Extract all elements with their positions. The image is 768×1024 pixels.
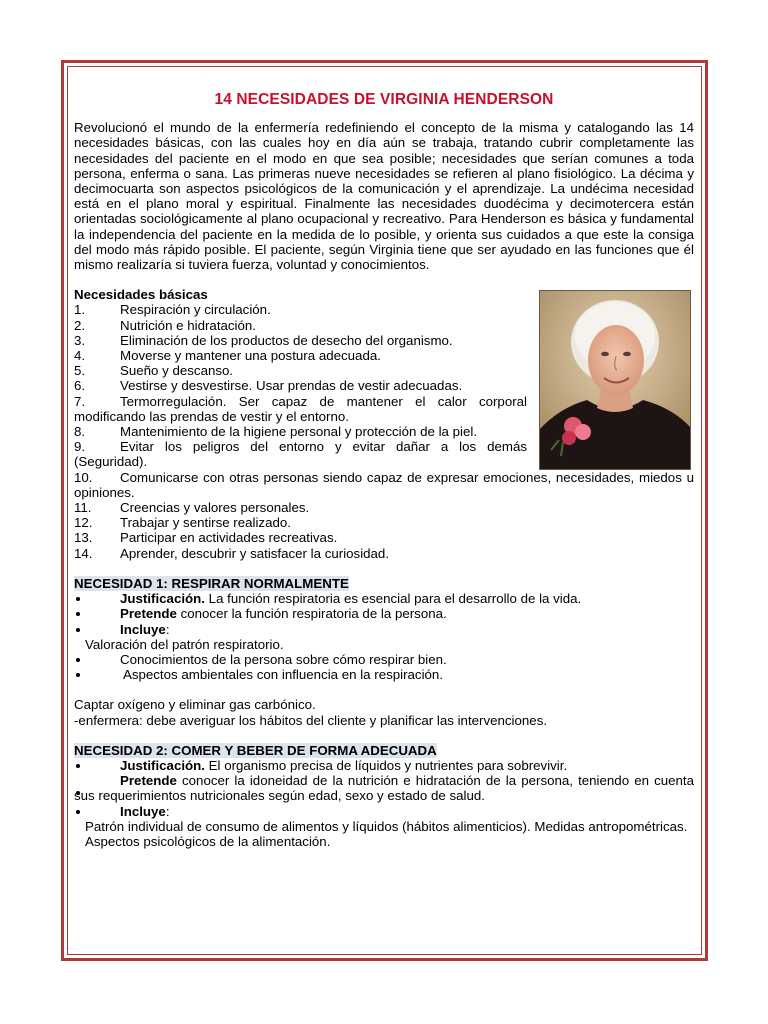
list-item: 14. Aprender, descubrir y satisfacer la curiosidad.	[74, 545, 390, 561]
intro-paragraph: Revolucionó el mundo de la enfermería redefiniendo el concepto de la misma y catalogando las 14 necesidades básicas, con las cuales hoy en día aún se trabaja, tratando cubrir completamente las necesidades del paciente en el modo en que sea posible; necesidades que serían comunes a toda persona, enferma o sana. Las primeras nueve necesidades se refieren al plano fisiológico. La décima y decimocuarta son aspectos psicológicos de la comunicación y el aprendizaje. La undécima necesidad está en el plano moral y espiritual. Finalmente las necesidades duodécima y decimotercera están orientadas sociológicamente al plano ocupacional y recreativo. Para Henderson es básica y fundamental la independencia del paciente en la medida de lo posible, y orienta sus cuidados a que este la consiga del modo más rápido posible. El paciente, según Virginia tiene que ser ayudado en las funciones que él mismo realizaría si tuviera fuerza, voluntad y conocimientos.	[74, 120, 694, 273]
need2-psicologicos: Aspectos psicológicos de la alimentación.	[85, 833, 331, 849]
list-item: Justificación. El organismo precisa de líquidos y nutrientes para sobrevivir.	[74, 758, 694, 773]
list-item: Incluye:	[74, 622, 694, 637]
list-item: 12. Trabajar y sentirse realizado.	[74, 515, 291, 531]
list-item: Pretende conocer la idoneidad de la nutrición e hidratación de la persona, teniendo en cuenta sus requerimientos nutricionales según edad, sexo y estado de salud.	[74, 773, 694, 804]
list-item: 11. Creencias y valores personales.	[74, 500, 310, 516]
basic-needs-heading: Necesidades básicas	[74, 287, 208, 303]
list-item: 1. Respiración y circulación.	[74, 302, 271, 318]
need2-patron: Patrón individual de consumo de alimentos y líquidos (hábitos alimenticios). Medidas antropométricas.	[85, 818, 688, 834]
need1-valoracion: Valoración del patrón respiratorio.	[85, 636, 284, 652]
list-item: 4. Moverse y mantener una postura adecuada.	[74, 348, 381, 364]
bullet-icon	[74, 606, 120, 621]
document-body	[74, 92, 694, 849]
bullet-icon	[74, 667, 120, 682]
need1-captar: Captar oxígeno y eliminar gas carbónico.	[74, 697, 316, 713]
list-item: Aspectos ambientales con influencia en la respiración.	[74, 667, 694, 682]
list-item: 5. Sueño y descanso.	[74, 363, 234, 379]
basic-needs-list	[74, 302, 694, 560]
list-item: 7. Termorregulación. Ser capaz de mantener el calor corporal modificando las prendas de vestir y el entorno.	[74, 393, 527, 424]
list-item: 8. Mantenimiento de la higiene personal y protección de la piel.	[74, 424, 478, 440]
bullet-icon	[74, 622, 120, 637]
need1-sublist	[74, 652, 694, 682]
bullet-icon	[74, 804, 120, 819]
document-title: 14 NECESIDADES DE VIRGINIA HENDERSON	[214, 91, 554, 108]
list-item: 3. Eliminación de los productos de desecho del organismo.	[74, 332, 453, 348]
bullet-icon	[74, 591, 120, 606]
list-item: Incluye:	[74, 804, 694, 819]
need2-heading: NECESIDAD 2: COMER Y BEBER DE FORMA ADECUADA	[74, 742, 437, 758]
list-item: Pretende conocer la función respiratoria de la persona.	[74, 606, 694, 621]
need1-list	[74, 591, 694, 637]
list-item: Justificación. La función respiratoria es esencial para el desarrollo de la vida.	[74, 591, 694, 606]
list-item: 2. Nutrición e hidratación.	[74, 317, 256, 333]
list-item: 9. Evitar los peligros del entorno y evitar dañar a los demás (Seguridad).	[74, 439, 527, 470]
need1-heading: NECESIDAD 1: RESPIRAR NORMALMENTE	[74, 575, 349, 591]
list-item: 13. Participar en actividades recreativas.	[74, 530, 338, 546]
bullet-icon	[74, 758, 120, 773]
bullet-icon	[74, 652, 120, 667]
list-item: Conocimientos de la persona sobre cómo respirar bien.	[74, 652, 694, 667]
need1-enfermera: -enfermera: debe averiguar los hábitos del cliente y planificar las intervenciones.	[74, 712, 548, 728]
list-item: 6. Vestirse y desvestirse. Usar prendas de vestir adecuadas.	[74, 378, 463, 394]
list-item: 10. Comunicarse con otras personas siendo capaz de expresar emociones, necesidades, miedos u opiniones.	[74, 469, 694, 500]
need2-list	[74, 758, 694, 819]
